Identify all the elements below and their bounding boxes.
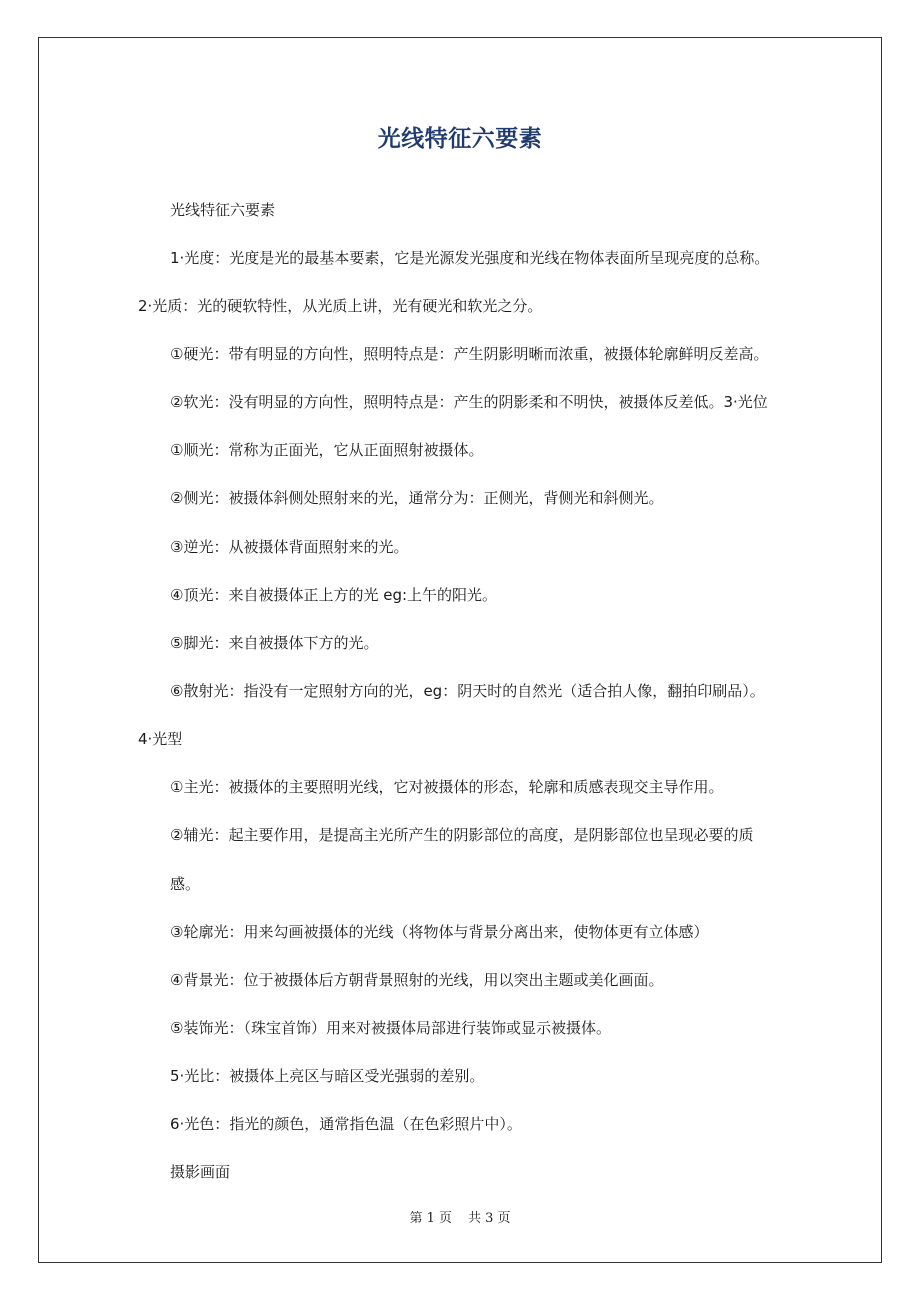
page-number: 第 1 页 [409,1211,452,1226]
paragraph-hard-light: ①硬光：带有明显的方向性，照明特点是：产生阴影明晰而浓重，被摄体轮廓鲜明反差高。 [170,345,769,363]
paragraph-back-light: ③逆光：从被摄体背面照射来的光。 [170,538,409,556]
paragraph-side-light: ②侧光：被摄体斜侧处照射来的光，通常分为：正侧光，背侧光和斜侧光。 [170,489,664,507]
paragraph-photo-frame: 摄影画面 [170,1163,231,1181]
paragraph-light-type: 4·光型 [138,730,183,748]
paragraph-diffuse-light: ⑥散射光：指没有一定照射方向的光，eg：阴天时的自然光（适合拍人像，翻拍印刷品）。 [170,682,765,700]
paragraph-quality: 2·光质：光的硬软特性，从光质上讲，光有硬光和软光之分。 [138,297,543,315]
paragraph-front-light: ①顺光：常称为正面光，它从正面照射被摄体。 [170,441,484,459]
paragraph-light-color: 6·光色：指光的颜色，通常指色温（在色彩照片中）。 [170,1115,522,1133]
paragraph-key-light: ①主光：被摄体的主要照明光线，它对被摄体的形态，轮廓和质感表现交主导作用。 [170,778,724,796]
page-title: 光线特征六要素 [377,126,543,152]
paragraph-brightness: 1·光度：光度是光的最基本要素，它是光源发光强度和光线在物体表面所呈现亮度的总称。 [170,249,770,267]
page-total: 共 3 页 [468,1211,511,1226]
paragraph-soft-light: ②软光：没有明显的方向性，照明特点是：产生的阴影柔和不明快，被摄体反差低。3·光位 [170,393,768,411]
paragraph-fill-light-cont: 感。 [170,875,201,893]
paragraph-accent-light: ⑤装饰光：（珠宝首饰）用来对被摄体局部进行装饰或显示被摄体。 [170,1019,611,1037]
paragraph-top-light: ④顶光：来自被摄体正上方的光 eg:上午的阳光。 [170,586,498,604]
paragraph-intro: 光线特征六要素 [170,201,276,219]
paragraph-light-ratio: 5·光比：被摄体上亮区与暗区受光强弱的差别。 [170,1067,485,1085]
page-footer [0,1207,920,1226]
paragraph-foot-light: ⑤脚光：来自被摄体下方的光。 [170,634,379,652]
paragraph-background-light: ④背景光：位于被摄体后方朝背景照射的光线，用以突出主题或美化画面。 [170,971,664,989]
paragraph-fill-light: ②辅光：起主要作用，是提高主光所产生的阴影部位的高度，是阴影部位也呈现必要的质 [170,826,754,844]
paragraph-rim-light: ③轮廓光：用来勾画被摄体的光线（将物体与背景分离出来，使物体更有立体感） [170,923,709,941]
